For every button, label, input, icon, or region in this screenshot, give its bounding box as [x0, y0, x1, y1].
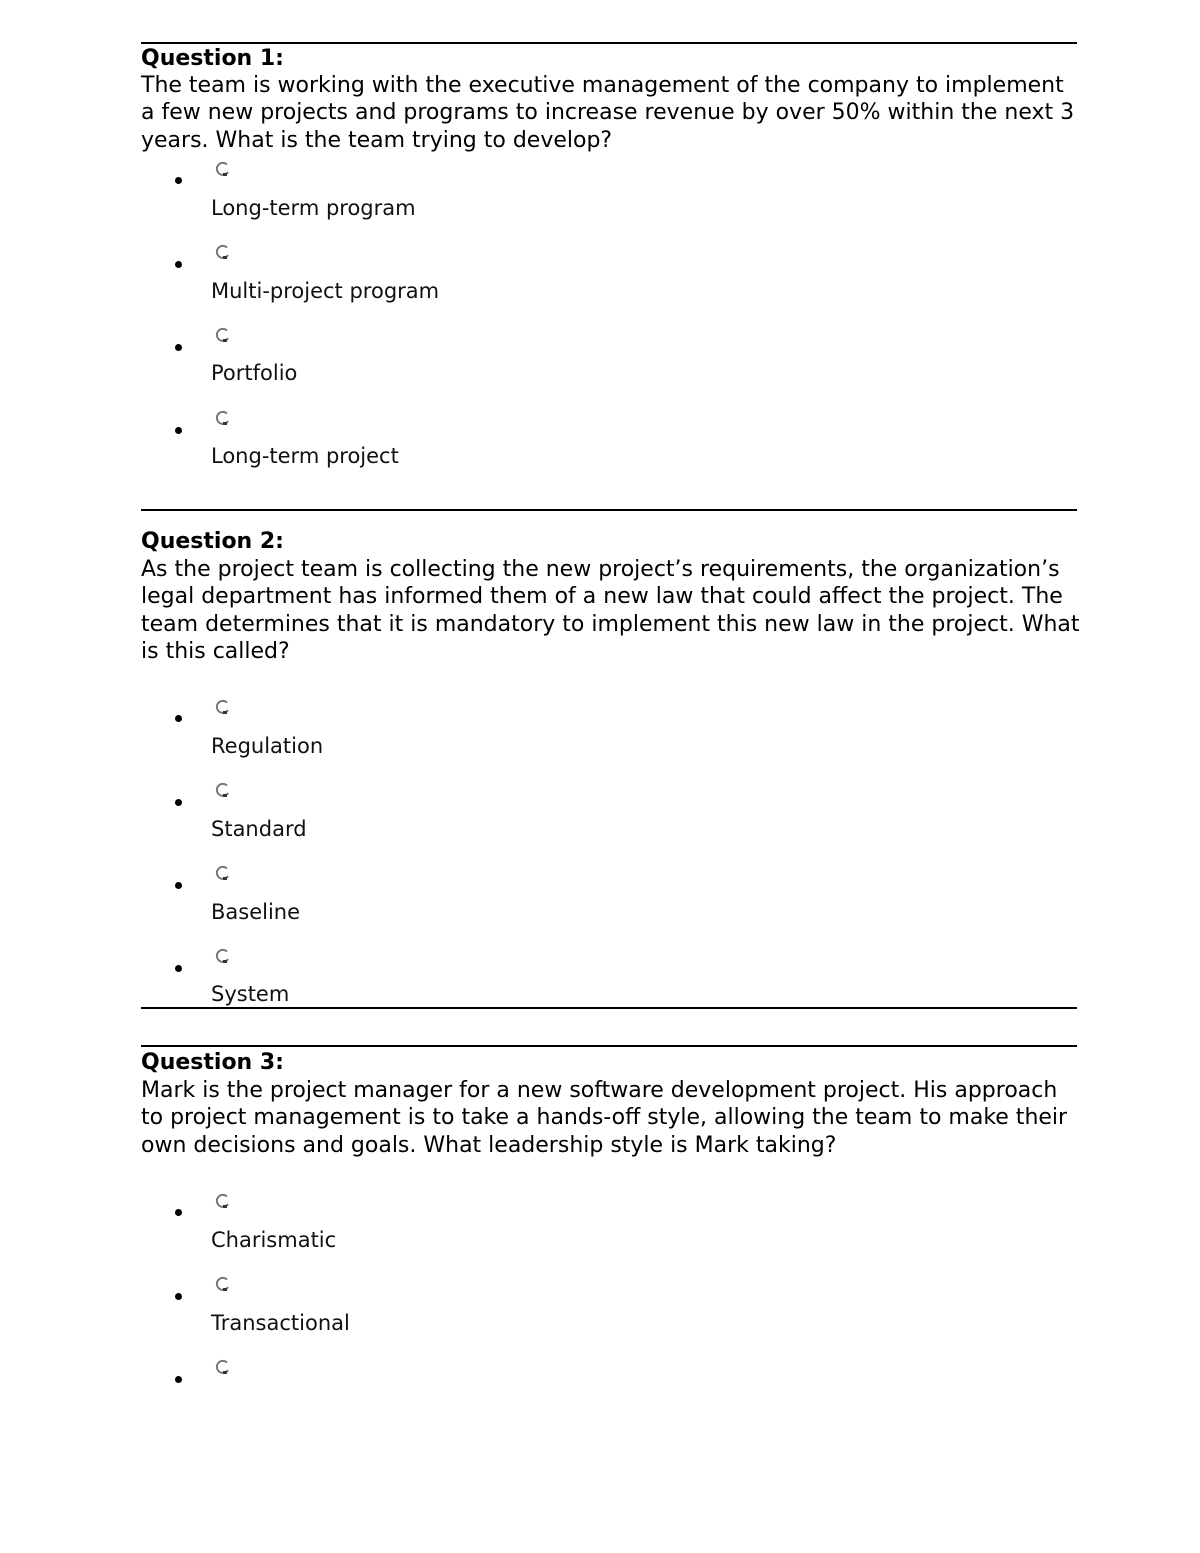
radio-loading-icon[interactable]	[214, 326, 232, 344]
bullet-icon	[175, 715, 182, 722]
question-text: The team is working with the executive management of the company to implement a few new projects and programs to increase revenue by over 50% within the next 3 years. What is the team trying to develop?	[141, 73, 1075, 153]
radio-loading-icon[interactable]	[214, 243, 232, 261]
bullet-icon	[175, 882, 182, 889]
bullet-icon	[175, 965, 182, 972]
bullet-icon	[175, 261, 182, 268]
question-title: Question 1:	[141, 46, 284, 71]
question-2-divider	[141, 509, 1077, 511]
bullet-icon	[175, 1376, 182, 1383]
answer-option-label: Standard	[211, 817, 307, 841]
answer-option-label: Portfolio	[211, 361, 298, 385]
radio-loading-icon[interactable]	[214, 1275, 232, 1293]
radio-loading-icon[interactable]	[214, 864, 232, 882]
radio-loading-icon[interactable]	[214, 698, 232, 716]
radio-loading-icon[interactable]	[214, 160, 232, 178]
question-1-divider	[141, 42, 1077, 44]
radio-loading-icon[interactable]	[214, 1358, 232, 1376]
answer-option-label: Regulation	[211, 734, 324, 758]
radio-loading-icon[interactable]	[214, 947, 232, 965]
bullet-icon	[175, 344, 182, 351]
bullet-icon	[175, 1293, 182, 1300]
answer-option-label: System	[211, 982, 290, 1006]
answer-option-label: Baseline	[211, 900, 301, 924]
question-text: As the project team is collecting the new project’s requirements, the organization’s legal department has informed them of a new law that could affect the project. The team determines that it is mandatory to implement this new law in the project. What is this called?	[141, 557, 1080, 664]
question-title: Question 2:	[141, 529, 284, 554]
answer-option-label: Transactional	[211, 1311, 350, 1335]
question-2-bottom-divider	[141, 1007, 1077, 1009]
bullet-icon	[175, 1209, 182, 1216]
answer-option-label: Long-term project	[211, 444, 399, 468]
answer-option-label: Long-term program	[211, 196, 416, 220]
radio-loading-icon[interactable]	[214, 781, 232, 799]
answer-option-label: Multi-project program	[211, 279, 440, 303]
question-text: Mark is the project manager for a new software development project. His approach to project management is to take a hands-off style, allowing the team to make their own decisions and goals. What leadership style is Mark taking?	[141, 1078, 1068, 1158]
bullet-icon	[175, 799, 182, 806]
radio-loading-icon[interactable]	[214, 1192, 232, 1210]
answer-option-label: Charismatic	[211, 1228, 337, 1252]
bullet-icon	[175, 427, 182, 434]
radio-loading-icon[interactable]	[214, 409, 232, 427]
question-title: Question 3:	[141, 1050, 284, 1075]
bullet-icon	[175, 177, 182, 184]
question-3-divider	[141, 1045, 1077, 1047]
